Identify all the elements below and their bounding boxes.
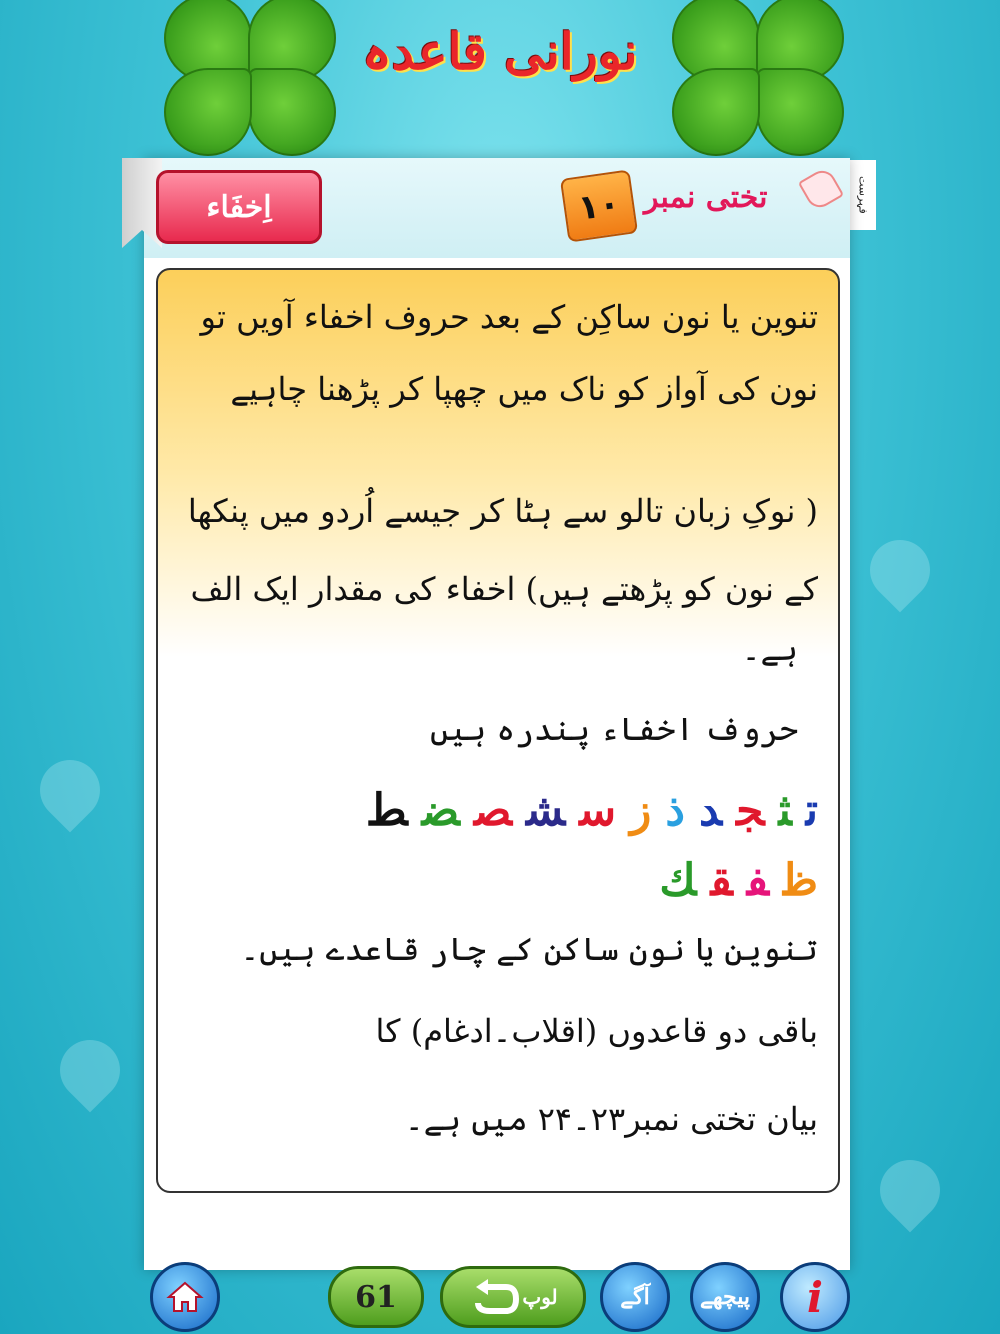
back-button[interactable] — [690, 1262, 760, 1332]
next-button[interactable] — [600, 1262, 670, 1332]
arabic-letter[interactable]: ط — [365, 785, 408, 836]
arabic-letter[interactable]: ذ — [665, 785, 685, 836]
page-number-display — [328, 1266, 424, 1328]
takhti-label: تختی نمبر — [644, 180, 768, 215]
content-line: ( نوکِ زبان تالو سے ہٹا کر جیسے اُردو میں پنکھا — [187, 492, 818, 530]
arabic-letter[interactable]: ز — [630, 785, 652, 836]
content-line: باقی دو قاعدوں (اقلاب۔ادغام) کا — [375, 1012, 818, 1050]
content-line: نون کی آواز کو ناک میں چھپا کر پڑھنا چاہیے — [230, 370, 818, 408]
home-button[interactable] — [150, 1262, 220, 1332]
back-label: پیچھے — [700, 1284, 750, 1310]
side-index-tab[interactable]: فہرست — [850, 160, 876, 230]
bottom-toolbar — [0, 1262, 1000, 1334]
topic-button[interactable]: اِخفَاء — [156, 170, 322, 244]
arabic-letter[interactable]: ش — [525, 785, 566, 836]
arabic-letter[interactable]: ث — [778, 785, 792, 836]
next-label: آگے — [620, 1284, 650, 1310]
letters-row — [178, 855, 818, 906]
arabic-letter[interactable]: ق — [710, 855, 733, 906]
background-heart — [858, 528, 943, 613]
loop-label: لوپ — [522, 1285, 558, 1309]
content-line: کے نون کو پڑھتے ہیں) اخفاء کی مقدار ایک الف — [190, 570, 818, 608]
arabic-letter[interactable]: ف — [746, 855, 769, 906]
arabic-letter[interactable]: ج — [736, 785, 765, 836]
loop-button[interactable] — [440, 1266, 586, 1328]
info-icon: i — [807, 1272, 823, 1322]
content-line: تنوین یا نون ساکِن کے بعد حروف اخفاء آویں تو — [200, 298, 818, 336]
arabic-letter[interactable]: د — [698, 785, 723, 836]
content-line: ہے۔ — [741, 630, 798, 668]
loop-icon — [464, 1277, 522, 1317]
content-line: حروف اخفاء پندرہ ہیں — [429, 710, 798, 748]
content-line: بیان تختی نمبر۲۳۔۲۴ میں ہے۔ — [404, 1100, 818, 1138]
page-number: 61 — [355, 1279, 397, 1315]
background-heart — [28, 748, 113, 833]
page-header — [144, 158, 850, 258]
takhti-number-badge: ١٠ — [560, 169, 638, 242]
background-heart — [868, 1148, 953, 1233]
lesson-page — [144, 158, 850, 1270]
arabic-letter[interactable]: س — [579, 785, 617, 836]
background-heart — [48, 1028, 133, 1113]
lesson-content — [156, 268, 840, 1193]
content-line: تنوین یا نون ساکن کے چار قاعدے ہیں۔ — [240, 930, 818, 968]
arabic-letter[interactable]: ص — [473, 785, 512, 836]
arabic-letter[interactable]: ك — [659, 855, 697, 906]
info-button[interactable] — [780, 1262, 850, 1332]
letters-row — [178, 785, 818, 836]
arabic-letter[interactable]: ت — [805, 785, 818, 836]
tag-icon — [798, 166, 844, 212]
arabic-letter[interactable]: ظ — [782, 855, 818, 906]
app-title: نورانی قاعدہ — [362, 22, 638, 81]
home-icon — [165, 1277, 205, 1317]
arabic-letter[interactable]: ض — [421, 785, 460, 836]
